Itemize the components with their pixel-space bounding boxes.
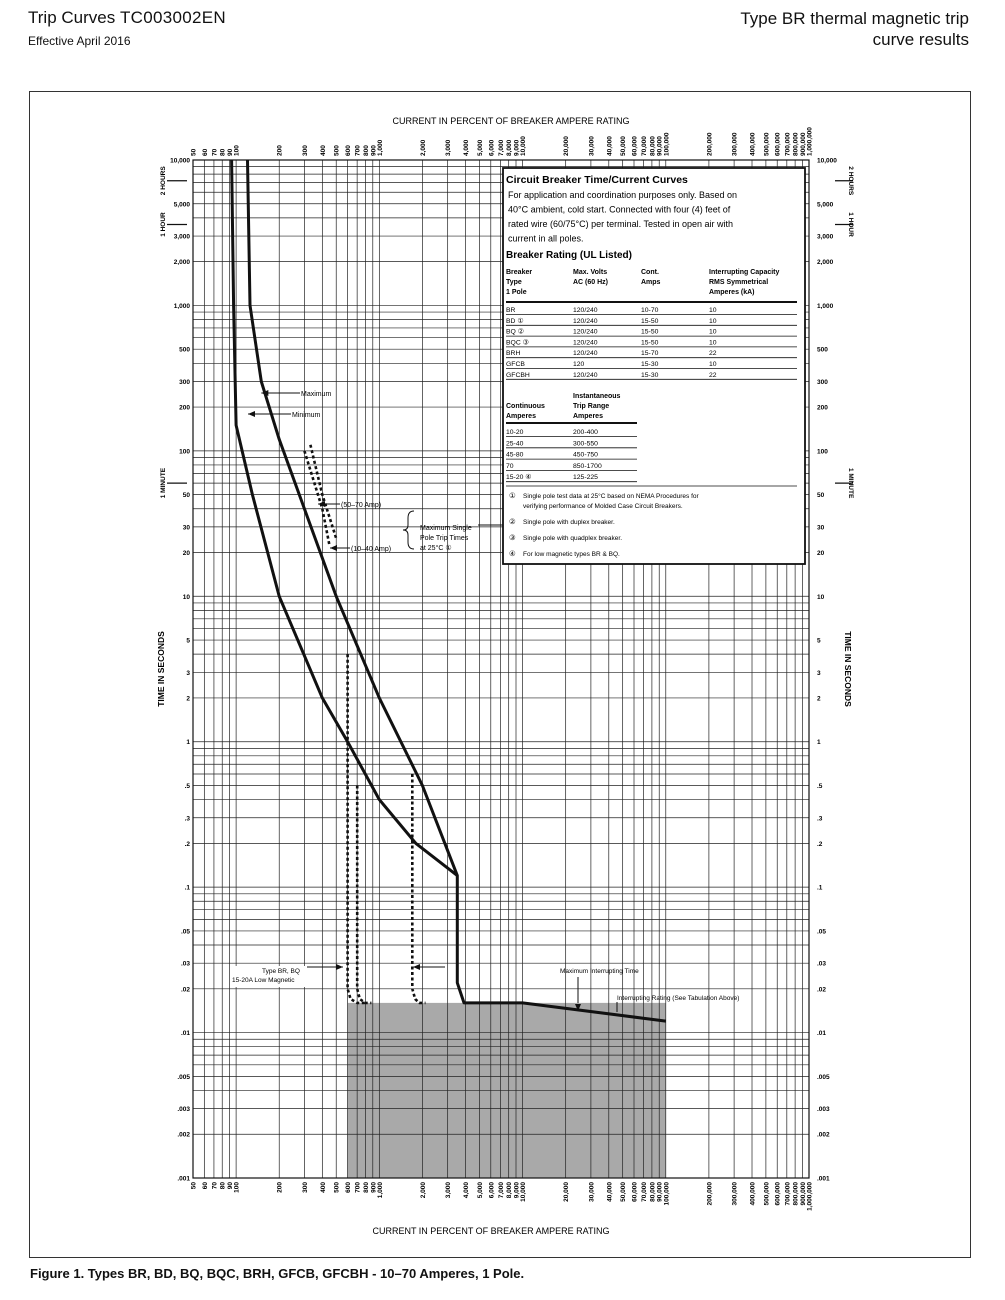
x-tick-label-top: 5,000 (476, 139, 484, 156)
y-tick-label-right: 50 (817, 492, 825, 500)
x-tick-label-bottom: 80 (219, 1182, 227, 1190)
x-tick-label-top: 4,000 (463, 139, 471, 156)
y-tick-label-right: 2,000 (817, 259, 834, 267)
x-tick-label-top: 300 (301, 145, 309, 156)
rating-cell: BQ ② (506, 328, 524, 336)
series-curve-1 (232, 160, 458, 876)
x-tick-label-bottom: 600,000 (774, 1182, 782, 1206)
annotation-maximum: Maximum (301, 391, 332, 398)
annotation-arrow-low-magnetic-b (413, 964, 420, 970)
y-tick-label-left: .005 (177, 1073, 190, 1081)
x-tick-label-bottom: 3,000 (445, 1182, 453, 1199)
rating-cell: 15-30 (641, 371, 659, 379)
y-tick-label-left: 200 (179, 404, 190, 412)
rating-cell: 10 (709, 339, 717, 347)
y-tick-label-right: 5,000 (817, 201, 834, 209)
x-tick-label-bottom: 100,000 (663, 1182, 671, 1206)
rating-cell: 120/240 (573, 371, 598, 379)
y-tick-label-left: 2 (186, 695, 190, 703)
x-tick-label-top: 50,000 (620, 136, 628, 156)
inst-cell: 10-20 (506, 429, 524, 436)
x-tick-label-top: 20,000 (563, 136, 571, 156)
inst-cell: 15-20 ④ (506, 474, 532, 482)
y-tick-label-left: 300 (179, 378, 190, 386)
rating-cell: BR (506, 307, 516, 314)
y-axis-title-left: TIME IN SECONDS (156, 631, 166, 707)
y-tick-label-left: 1,000 (173, 302, 190, 310)
legend-intro-line: 40°C ambient, cold start. Connected with four (4) feet of (508, 204, 731, 215)
inst-cell: 25-40 (506, 440, 524, 448)
x-tick-label-bottom: 300,000 (731, 1182, 739, 1206)
y-tick-label-right: .001 (817, 1175, 830, 1183)
annotation-arrow-10-40 (330, 545, 337, 551)
note-text: For low magnetic types BR & BQ. (523, 551, 620, 558)
rating-header-cell: Cont. (641, 269, 659, 276)
annotation-minimum: Minimum (292, 412, 321, 419)
rating-cell: 10 (709, 307, 717, 314)
rating-header-cell: 1 Pole (506, 289, 527, 296)
x-tick-label-bottom: 60 (201, 1182, 209, 1190)
y-tick-label-right: 2 (817, 695, 821, 703)
rating-cell: 15-30 (641, 361, 659, 368)
y-tick-label-left: .5 (184, 782, 190, 790)
y-tick-label-left: 3,000 (173, 233, 190, 241)
x-tick-label-top: 400 (319, 145, 327, 156)
annotation-max-single-pole (420, 525, 472, 552)
y-tick-label-left: 5,000 (173, 201, 190, 209)
y-tick-label-right: .05 (817, 928, 827, 936)
y-tick-label-left: 500 (179, 346, 190, 354)
inst-cell: 300-550 (573, 440, 598, 448)
inst-header-cell: Instantaneous (573, 393, 621, 400)
y-tick-label-right: 10 (817, 593, 825, 601)
x-tick-label-top: 7,000 (497, 139, 505, 156)
y-tick-label-left: .002 (177, 1131, 190, 1139)
inst-header-cell: Continuous (506, 403, 545, 410)
x-tick-label-top: 70 (211, 148, 219, 156)
x-tick-label-bottom: 30,000 (588, 1182, 596, 1202)
rating-header-cell: AC (60 Hz) (573, 279, 609, 286)
x-tick-label-top: 100,000 (663, 132, 671, 156)
rating-cell: 120/240 (573, 339, 598, 347)
rating-cell: 15-50 (641, 317, 659, 325)
rating-table-title: Breaker Rating (UL Listed) (506, 250, 632, 261)
inst-cell: 200-400 (573, 429, 598, 436)
x-tick-label-top: 10,000 (520, 136, 528, 156)
annotation-brace (403, 511, 414, 549)
y-tick-label-left: .1 (184, 884, 190, 892)
y-tick-label-left: 20 (182, 550, 190, 558)
note-text: Single pole test data at 25°C based on NEMA Procedures for (523, 493, 699, 500)
y-tick-label-left: 3 (186, 669, 190, 677)
note-marker: ② (509, 517, 516, 526)
y-tick-label-left: 1 (186, 739, 190, 747)
x-tick-label-top: 300,000 (731, 132, 739, 156)
inst-header-cell: Trip Range (573, 403, 610, 410)
y-axis-title-right: TIME IN SECONDS (843, 631, 853, 707)
x-tick-label-bottom: 900 (370, 1182, 378, 1193)
x-tick-label-bottom: 7,000 (497, 1182, 505, 1199)
y-tick-label-right: .2 (817, 840, 823, 848)
x-tick-label-top: 200,000 (706, 132, 714, 156)
x-tick-label-top: 50 (190, 148, 198, 156)
rating-cell: BD ① (506, 317, 524, 325)
series-prefix: Trip Curves (28, 8, 116, 27)
note-text: Single pole with duplex breaker. (523, 519, 615, 526)
y-tick-label-right: .3 (817, 815, 823, 823)
legend-intro-line: current in all poles. (508, 233, 584, 244)
rating-cell: 15-50 (641, 328, 659, 336)
note-marker: ① (509, 491, 516, 500)
y-tick-label-left: 10,000 (170, 157, 190, 165)
x-tick-label-top: 200 (276, 145, 284, 156)
x-tick-label-top: 800,000 (792, 132, 800, 156)
rating-cell: 15-70 (641, 350, 659, 358)
y-tick-label-right: .002 (817, 1131, 830, 1139)
x-tick-label-bottom: 50,000 (620, 1182, 628, 1202)
x-tick-label-bottom: 600 (345, 1182, 353, 1193)
rating-cell: 22 (709, 350, 717, 358)
time-marker-label-right: 1 HOUR (847, 212, 854, 237)
y-tick-label-right: .02 (817, 986, 827, 994)
x-tick-label-bottom: 700 (354, 1182, 362, 1193)
x-tick-label-top: 2,000 (419, 139, 427, 156)
inst-header-cell: Amperes (506, 413, 536, 420)
x-tick-label-bottom: 800,000 (792, 1182, 800, 1206)
x-tick-label-bottom: 900,000 (799, 1182, 807, 1206)
y-tick-label-left: .05 (180, 928, 190, 936)
y-tick-label-left: 5 (186, 637, 190, 645)
x-tick-label-top: 40,000 (606, 136, 614, 156)
annotation-arrow-minimum (248, 411, 255, 417)
x-tick-label-bottom: 400,000 (749, 1182, 757, 1206)
x-tick-label-top: 100 (233, 145, 241, 156)
y-tick-label-left: .001 (177, 1175, 190, 1183)
x-tick-label-top: 80,000 (649, 136, 657, 156)
inst-cell: 45-80 (506, 451, 524, 459)
x-tick-label-top: 900,000 (799, 132, 807, 156)
x-tick-label-bottom: 70 (211, 1182, 219, 1190)
figure-caption: Figure 1. Types BR, BD, BQ, BQC, BRH, GFCB, GFCBH - 10–70 Amperes, 1 Pole. (30, 1266, 525, 1281)
y-tick-label-right: .005 (817, 1073, 830, 1081)
legend-title: Circuit Breaker Time/Current Curves (506, 174, 688, 186)
doc-title-line-1: Type BR thermal magnetic trip (740, 9, 969, 28)
x-tick-label-top: 1,000,000 (806, 127, 814, 156)
annotation-interrupting-rating: Interrupting Rating (See Tabulation Above) (617, 995, 740, 1002)
x-tick-label-bottom: 2,000 (419, 1182, 427, 1199)
x-tick-label-top: 600 (345, 145, 353, 156)
inst-cell: 450-750 (573, 451, 598, 459)
x-tick-label-top: 70,000 (641, 136, 649, 156)
x-tick-label-top: 60,000 (631, 136, 639, 156)
y-tick-label-left: .2 (184, 840, 190, 848)
doc-title-line-2: curve results (872, 30, 969, 49)
time-marker-label-right: 2 HOURS (847, 166, 854, 196)
y-tick-label-right: 300 (817, 378, 828, 386)
x-tick-label-top: 9,000 (513, 139, 521, 156)
y-tick-label-left: .03 (180, 960, 190, 968)
x-tick-label-bottom: 90 (227, 1182, 235, 1190)
annotation-max-single-pole-line: Pole Trip Times (420, 535, 469, 542)
annotation-max-interrupting-time: Maximum Interrupting Time (560, 968, 639, 975)
y-tick-label-right: 30 (817, 524, 825, 532)
x-tick-label-top: 3,000 (445, 139, 453, 156)
y-tick-label-left: 30 (182, 524, 190, 532)
x-tick-label-bottom: 9,000 (513, 1182, 521, 1199)
x-tick-label-top: 500 (333, 145, 341, 156)
annotation-max-single-pole-line: at 25°C ① (420, 545, 452, 552)
y-tick-label-right: 500 (817, 346, 828, 354)
y-tick-label-left: .02 (180, 986, 190, 994)
rating-cell: 10-70 (641, 307, 659, 314)
note-text: verifying performance of Molded Case Circuit Breakers. (523, 503, 683, 510)
time-marker-label-left: 2 HOURS (160, 166, 167, 196)
y-tick-label-left: 100 (179, 448, 190, 456)
x-tick-label-bottom: 6,000 (488, 1182, 496, 1199)
rating-cell: 120 (573, 361, 585, 368)
rating-cell: GFCBH (506, 371, 530, 379)
time-marker-label-right: 1 MINUTE (847, 467, 854, 499)
y-tick-label-right: .003 (817, 1106, 830, 1114)
y-tick-label-right: 5 (817, 637, 821, 645)
series-curve-3 (310, 445, 336, 539)
y-tick-label-left: .01 (180, 1030, 190, 1038)
rating-cell: 10 (709, 317, 717, 325)
inst-cell: 850-1700 (573, 462, 602, 470)
x-tick-label-bottom: 200 (276, 1182, 284, 1193)
y-tick-label-right: .03 (817, 960, 827, 968)
note-marker: ③ (509, 533, 516, 542)
note-marker: ④ (509, 549, 516, 558)
x-tick-label-top: 80 (219, 148, 227, 156)
x-tick-label-top: 500,000 (763, 132, 771, 156)
x-tick-label-top: 700 (354, 145, 362, 156)
series-curve-6 (357, 786, 371, 1003)
x-tick-label-bottom: 200,000 (706, 1182, 714, 1206)
time-marker-label-left: 1 MINUTE (160, 467, 167, 499)
y-tick-label-left: .003 (177, 1106, 190, 1114)
annotation-low-magnetic-line2: 15-20A Low Magnetic (232, 977, 295, 984)
rating-header-cell: Amperes (kA) (709, 289, 755, 296)
rating-cell: BQC ③ (506, 339, 529, 347)
x-tick-label-bottom: 8,000 (506, 1182, 514, 1199)
x-tick-label-bottom: 4,000 (463, 1182, 471, 1199)
x-tick-label-top: 6,000 (488, 139, 496, 156)
rating-header-cell: Type (506, 279, 522, 286)
x-tick-label-top: 30,000 (588, 136, 596, 156)
rating-header-cell: Max. Volts (573, 269, 608, 276)
y-tick-label-left: 2,000 (173, 259, 190, 267)
x-tick-label-bottom: 100 (233, 1182, 241, 1193)
x-tick-label-bottom: 60,000 (631, 1182, 639, 1202)
x-tick-label-bottom: 70,000 (641, 1182, 649, 1202)
inst-cell: 70 (506, 462, 514, 470)
x-tick-label-top: 400,000 (749, 132, 757, 156)
x-tick-label-bottom: 1,000 (376, 1182, 384, 1199)
rating-cell: 120/240 (573, 317, 598, 325)
rating-cell: 120/240 (573, 307, 598, 314)
y-tick-label-left: 50 (182, 492, 190, 500)
x-tick-label-top: 800 (362, 145, 370, 156)
rating-cell: 15-50 (641, 339, 659, 347)
annotation-50-70-amp: (50–70 Amp) (341, 502, 382, 509)
rating-cell: GFCB (506, 361, 525, 368)
x-tick-label-top: 8,000 (506, 139, 514, 156)
time-marker-label-left: 1 HOUR (160, 212, 167, 237)
y-tick-label-right: 100 (817, 448, 828, 456)
y-tick-label-right: 1,000 (817, 302, 834, 310)
y-tick-label-right: 10,000 (817, 157, 837, 165)
x-tick-label-bottom: 1,000,000 (806, 1182, 814, 1211)
x-tick-label-bottom: 800 (362, 1182, 370, 1193)
x-tick-label-top: 90,000 (656, 136, 664, 156)
doc-number: TC003002EN (119, 8, 226, 27)
rating-header-cell: Amps (641, 279, 661, 286)
rating-cell: 22 (709, 371, 717, 379)
legend-intro-line: For application and coordination purposes only. Based on (508, 190, 737, 200)
rating-header-cell: Breaker (506, 269, 533, 276)
x-tick-label-bottom: 400 (319, 1182, 327, 1193)
x-tick-label-bottom: 500 (333, 1182, 341, 1193)
rating-cell: 10 (709, 361, 717, 368)
y-tick-label-right: .5 (817, 782, 823, 790)
y-tick-label-right: .01 (817, 1030, 827, 1038)
y-tick-label-left: 10 (182, 593, 190, 601)
x-axis-title-top: CURRENT IN PERCENT OF BREAKER AMPERE RATING (392, 116, 630, 126)
x-axis-title-bottom: CURRENT IN PERCENT OF BREAKER AMPERE RATING (372, 1226, 610, 1236)
x-tick-label-bottom: 20,000 (563, 1182, 571, 1202)
inst-header-cell: Amperes (573, 413, 603, 420)
y-tick-label-left: .3 (184, 815, 190, 823)
x-tick-label-bottom: 10,000 (520, 1182, 528, 1202)
x-tick-label-bottom: 50 (190, 1182, 198, 1190)
y-tick-label-right: 3,000 (817, 233, 834, 241)
y-tick-label-right: .1 (817, 884, 823, 892)
y-tick-label-right: 1 (817, 739, 821, 747)
annotation-max-single-pole-line: Maximum Single (420, 525, 472, 532)
y-tick-label-right: 200 (817, 404, 828, 412)
x-tick-label-bottom: 300 (301, 1182, 309, 1193)
x-tick-label-bottom: 500,000 (763, 1182, 771, 1206)
x-tick-label-top: 900 (370, 145, 378, 156)
x-tick-label-bottom: 5,000 (476, 1182, 484, 1199)
note-text: Single pole with quadplex breaker. (523, 535, 623, 542)
annotation-arrow-low-magnetic-a (336, 964, 343, 970)
rating-cell: 10 (709, 328, 717, 336)
y-tick-label-right: 20 (817, 550, 825, 558)
x-tick-label-top: 600,000 (774, 132, 782, 156)
legend-intro-line: rated wire (60/75°C) per terminal. Tested in open air with (508, 219, 734, 229)
x-tick-label-top: 90 (227, 148, 235, 156)
y-tick-label-right: 3 (817, 669, 821, 677)
x-tick-label-bottom: 90,000 (656, 1182, 664, 1202)
rating-cell: BRH (506, 350, 521, 358)
x-tick-label-bottom: 40,000 (606, 1182, 614, 1202)
rating-header-cell: Interrupting Capacity (709, 269, 780, 276)
rating-header-cell: RMS Symmetrical (709, 279, 769, 286)
x-tick-label-bottom: 700,000 (784, 1182, 792, 1206)
x-tick-label-top: 700,000 (784, 132, 792, 156)
x-tick-label-bottom: 80,000 (649, 1182, 657, 1202)
inst-cell: 125-225 (573, 474, 598, 482)
annotation-10-40-amp: (10–40 Amp) (351, 546, 392, 553)
x-tick-label-top: 60 (201, 148, 209, 156)
annotation-low-magnetic-line1: Type BR, BQ (262, 968, 300, 975)
effective-date: Effective April 2016 (28, 34, 131, 48)
rating-cell: 120/240 (573, 350, 598, 358)
rating-cell: 120/240 (573, 328, 598, 336)
x-tick-label-top: 1,000 (376, 139, 384, 156)
